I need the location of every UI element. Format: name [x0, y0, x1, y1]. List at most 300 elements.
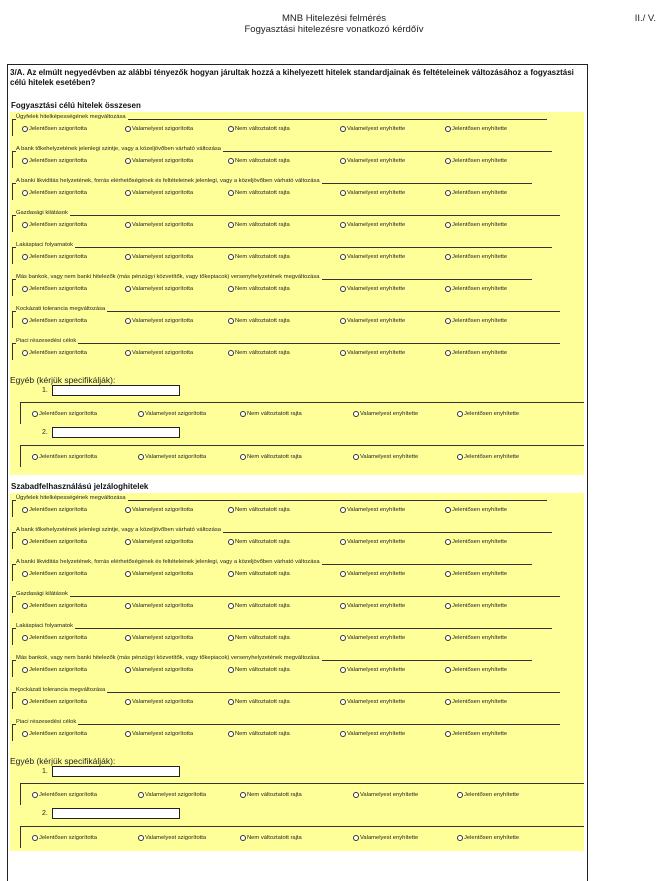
radio-option[interactable]: [445, 350, 507, 356]
factor-label: Más bankok, vagy nem banki hitelezők (más pénzügyi közvetítők, vagy tőkepiacok) versenyhelyzetének megváltozása: [16, 274, 320, 280]
radio-option[interactable]: [445, 539, 507, 545]
radio-button[interactable]: [125, 286, 131, 292]
group-border: [12, 692, 13, 709]
radio-button[interactable]: [32, 835, 38, 841]
radio-option[interactable]: [228, 731, 290, 737]
radio-button[interactable]: [125, 254, 131, 260]
radio-label: Jelentősen szigorította: [29, 126, 88, 132]
radio-option[interactable]: [22, 318, 87, 324]
radio-option[interactable]: [228, 571, 290, 577]
radio-button[interactable]: [138, 411, 144, 417]
group-border: [12, 724, 560, 725]
radio-option[interactable]: [228, 158, 290, 164]
radio-button[interactable]: [445, 222, 451, 228]
radio-option[interactable]: [445, 286, 507, 292]
radio-option[interactable]: [125, 571, 193, 577]
factor-group: [12, 211, 582, 232]
radio-option[interactable]: [22, 158, 87, 164]
radio-button[interactable]: [22, 603, 28, 609]
radio-option[interactable]: [445, 507, 507, 513]
radio-option[interactable]: [445, 635, 507, 641]
radio-option[interactable]: [22, 126, 87, 132]
radio-button[interactable]: [340, 635, 346, 641]
radio-button[interactable]: [228, 254, 234, 260]
factor-label: A banki likviditás helyzetének, forrás elérhetőségének és feltételeinek jelenlegi, vagy a közeljövőben várható változása: [16, 178, 320, 184]
radio-button[interactable]: [22, 507, 28, 513]
radio-option[interactable]: [340, 222, 405, 228]
radio-option[interactable]: [340, 350, 405, 356]
radio-button[interactable]: [340, 126, 346, 132]
radio-button[interactable]: [445, 635, 451, 641]
radio-option[interactable]: [240, 454, 302, 460]
radio-label: Valamelyest enyhítette: [347, 699, 406, 705]
radio-label: Valamelyest szigorította: [132, 699, 194, 705]
factor-group: [12, 307, 582, 328]
radio-button[interactable]: [340, 731, 346, 737]
radio-button[interactable]: [32, 454, 38, 460]
radio-option[interactable]: [22, 286, 87, 292]
radio-option[interactable]: [353, 411, 418, 417]
radio-button[interactable]: [340, 571, 346, 577]
radio-option[interactable]: [457, 792, 519, 798]
radio-option[interactable]: [138, 454, 206, 460]
radio-option[interactable]: [457, 411, 519, 417]
radio-button[interactable]: [125, 507, 131, 513]
radio-button[interactable]: [445, 158, 451, 164]
radio-label: Jelentősen enyhítette: [452, 222, 508, 228]
radio-button[interactable]: [138, 835, 144, 841]
factor-label: Más bankok, vagy nem banki hitelezők (más pénzügyi közvetítők, vagy tőkepiacok) versenyhelyzetének megváltozása: [16, 655, 320, 661]
group-border: [20, 826, 584, 827]
radio-button[interactable]: [22, 350, 28, 356]
radio-option[interactable]: [445, 222, 507, 228]
radio-option[interactable]: [22, 603, 87, 609]
radio-button[interactable]: [125, 318, 131, 324]
radio-option[interactable]: [445, 126, 507, 132]
radio-button[interactable]: [22, 539, 28, 545]
radio-button[interactable]: [22, 699, 28, 705]
radio-button[interactable]: [353, 411, 359, 417]
factor-group: [12, 528, 582, 549]
factor-group: [12, 624, 582, 645]
radio-label: Valamelyest szigorította: [132, 539, 194, 545]
radio-option[interactable]: [228, 539, 290, 545]
radio-button[interactable]: [138, 454, 144, 460]
radio-button[interactable]: [240, 411, 246, 417]
radio-label: Nem változtatott rajta: [235, 699, 290, 705]
radio-button[interactable]: [340, 190, 346, 196]
radio-button[interactable]: [445, 126, 451, 132]
factor-group: [12, 179, 582, 200]
radio-option[interactable]: [125, 318, 193, 324]
radio-button[interactable]: [22, 286, 28, 292]
radio-option[interactable]: [228, 699, 290, 705]
radio-option[interactable]: [125, 731, 193, 737]
radio-option[interactable]: [445, 158, 507, 164]
factor-label: Ügyfelek hitelképességének megváltozása: [16, 495, 126, 501]
radio-option[interactable]: [228, 635, 290, 641]
radio-button[interactable]: [22, 126, 28, 132]
radio-button[interactable]: [353, 454, 359, 460]
radio-button[interactable]: [228, 126, 234, 132]
radio-option[interactable]: [340, 699, 405, 705]
radio-label: Valamelyest enyhítette: [360, 411, 419, 417]
radio-option[interactable]: [22, 539, 87, 545]
group-border: [20, 445, 584, 446]
radio-label: Valamelyest szigorította: [132, 318, 194, 324]
radio-label: Valamelyest enyhítette: [347, 635, 406, 641]
radio-option[interactable]: [445, 603, 507, 609]
group-border: [12, 215, 13, 232]
radio-option[interactable]: [353, 454, 418, 460]
group-border: [12, 343, 13, 360]
radio-option[interactable]: [22, 507, 87, 513]
group-border: [12, 119, 13, 136]
factor-label: Gazdasági kilátások: [16, 210, 68, 216]
radio-option[interactable]: [228, 190, 290, 196]
radio-option[interactable]: [340, 190, 405, 196]
radio-option[interactable]: [138, 411, 206, 417]
radio-button[interactable]: [32, 411, 38, 417]
radio-option[interactable]: [340, 635, 405, 641]
radio-label: Jelentősen enyhítette: [452, 635, 508, 641]
radio-button[interactable]: [228, 190, 234, 196]
radio-button[interactable]: [228, 571, 234, 577]
radio-button[interactable]: [228, 318, 234, 324]
radio-button[interactable]: [22, 667, 28, 673]
radio-option[interactable]: [138, 835, 206, 841]
other-input-1[interactable]: [52, 385, 180, 396]
radio-button[interactable]: [22, 635, 28, 641]
group-border: [12, 183, 13, 200]
radio-label: Jelentősen enyhítette: [464, 454, 520, 460]
radio-button[interactable]: [457, 411, 463, 417]
radio-option[interactable]: [445, 731, 507, 737]
radio-button[interactable]: [228, 603, 234, 609]
radio-button[interactable]: [22, 222, 28, 228]
radio-button[interactable]: [445, 571, 451, 577]
radio-button[interactable]: [228, 286, 234, 292]
radio-option[interactable]: [445, 318, 507, 324]
page-number: II./ V.: [634, 13, 656, 24]
radio-label: Nem változtatott rajta: [247, 454, 302, 460]
other-number: 1.: [42, 768, 48, 775]
frame-left: [7, 64, 8, 881]
radio-button[interactable]: [228, 222, 234, 228]
radio-label: Valamelyest enyhítette: [347, 222, 406, 228]
group-border: [12, 151, 13, 168]
radio-button[interactable]: [228, 158, 234, 164]
radio-button[interactable]: [125, 571, 131, 577]
radio-button[interactable]: [445, 254, 451, 260]
radio-button[interactable]: [340, 350, 346, 356]
radio-label: Jelentősen szigorította: [29, 667, 88, 673]
radio-label: Jelentősen szigorította: [39, 411, 98, 417]
radio-option[interactable]: [32, 411, 97, 417]
radio-option[interactable]: [228, 126, 290, 132]
radio-button[interactable]: [340, 158, 346, 164]
radio-button[interactable]: [445, 603, 451, 609]
radio-button[interactable]: [125, 126, 131, 132]
radio-option[interactable]: [353, 792, 418, 798]
radio-button[interactable]: [340, 222, 346, 228]
other-input-1[interactable]: [52, 766, 180, 777]
radio-label: Jelentősen enyhítette: [452, 507, 508, 513]
radio-button[interactable]: [340, 286, 346, 292]
radio-option[interactable]: [340, 318, 405, 324]
radio-button[interactable]: [125, 667, 131, 673]
radio-button[interactable]: [340, 603, 346, 609]
radio-label: Jelentősen enyhítette: [452, 158, 508, 164]
factor-label: Kockázati tolerancia megváltozása: [16, 306, 106, 312]
radio-option[interactable]: [125, 222, 193, 228]
radio-option[interactable]: [125, 507, 193, 513]
radio-button[interactable]: [445, 699, 451, 705]
radio-option[interactable]: [125, 190, 193, 196]
group-border: [12, 247, 552, 248]
header-subtitle: Fogyasztási hitelezésre vonatkozó kérdőív: [244, 24, 424, 35]
radio-button[interactable]: [125, 350, 131, 356]
radio-option[interactable]: [240, 792, 302, 798]
radio-button[interactable]: [125, 731, 131, 737]
radio-option[interactable]: [228, 667, 290, 673]
radio-label: Valamelyest szigorította: [145, 792, 207, 798]
factor-label: Gazdasági kilátások: [16, 591, 68, 597]
radio-button[interactable]: [125, 222, 131, 228]
radio-label: Valamelyest enyhítette: [347, 350, 406, 356]
radio-option[interactable]: [22, 222, 87, 228]
radio-label: Jelentősen enyhítette: [464, 411, 520, 417]
radio-button[interactable]: [445, 507, 451, 513]
radio-label: Jelentősen szigorította: [29, 635, 88, 641]
radio-label: Valamelyest enyhítette: [360, 454, 419, 460]
radio-label: Valamelyest enyhítette: [347, 571, 406, 577]
radio-button[interactable]: [445, 667, 451, 673]
factor-label: Lakáspiaci folyamatok: [16, 242, 74, 248]
radio-option[interactable]: [138, 792, 206, 798]
radio-button[interactable]: [22, 190, 28, 196]
radio-option[interactable]: [22, 190, 87, 196]
radio-option[interactable]: [340, 286, 405, 292]
radio-button[interactable]: [228, 350, 234, 356]
radio-option[interactable]: [22, 731, 87, 737]
radio-option[interactable]: [228, 286, 290, 292]
radio-button[interactable]: [340, 318, 346, 324]
radio-label: Valamelyest szigorította: [132, 126, 194, 132]
radio-label: Valamelyest szigorította: [132, 222, 194, 228]
radio-label: Valamelyest enyhítette: [347, 731, 406, 737]
radio-option[interactable]: [32, 454, 97, 460]
radio-label: Valamelyest szigorította: [132, 731, 194, 737]
header-title: MNB Hitelezési felmérés: [282, 13, 386, 24]
other-number: 1.: [42, 387, 48, 394]
radio-option[interactable]: [340, 667, 405, 673]
radio-button[interactable]: [445, 318, 451, 324]
factor-label: A bank tőkehelyzetének jelenlegi szintje, vagy a közeljövőben várható változása: [16, 527, 221, 533]
radio-button[interactable]: [445, 350, 451, 356]
radio-button[interactable]: [125, 699, 131, 705]
radio-label: Jelentősen szigorította: [29, 699, 88, 705]
radio-label: Nem változtatott rajta: [235, 731, 290, 737]
other-label: Egyéb (kérjük specifikálják):: [10, 375, 116, 385]
radio-option[interactable]: [125, 158, 193, 164]
radio-option[interactable]: [340, 158, 405, 164]
group-border: [12, 343, 560, 344]
radio-option[interactable]: [32, 835, 97, 841]
radio-button[interactable]: [228, 667, 234, 673]
other-input-2[interactable]: [52, 427, 180, 438]
radio-button[interactable]: [353, 835, 359, 841]
radio-label: Jelentősen enyhítette: [452, 126, 508, 132]
radio-button[interactable]: [445, 539, 451, 545]
radio-button[interactable]: [22, 731, 28, 737]
radio-button[interactable]: [125, 635, 131, 641]
radio-label: Valamelyest enyhítette: [360, 792, 419, 798]
radio-label: Jelentősen enyhítette: [464, 835, 520, 841]
radio-label: Jelentősen szigorította: [29, 286, 88, 292]
radio-button[interactable]: [340, 699, 346, 705]
radio-label: Jelentősen enyhítette: [452, 318, 508, 324]
radio-label: Nem változtatott rajta: [235, 254, 290, 260]
radio-option[interactable]: [125, 539, 193, 545]
radio-button[interactable]: [22, 158, 28, 164]
radio-option[interactable]: [457, 835, 519, 841]
radio-option[interactable]: [228, 318, 290, 324]
radio-button[interactable]: [240, 454, 246, 460]
radio-option[interactable]: [22, 571, 87, 577]
radio-label: Valamelyest enyhítette: [347, 603, 406, 609]
radio-label: Jelentősen szigorította: [29, 539, 88, 545]
radio-option[interactable]: [240, 835, 302, 841]
radio-option[interactable]: [340, 126, 405, 132]
radio-label: Jelentősen enyhítette: [464, 792, 520, 798]
radio-option[interactable]: [125, 254, 193, 260]
radio-button[interactable]: [340, 254, 346, 260]
radio-label: Nem változtatott rajta: [247, 411, 302, 417]
radio-option[interactable]: [228, 222, 290, 228]
radio-button[interactable]: [125, 603, 131, 609]
radio-option[interactable]: [125, 350, 193, 356]
radio-button[interactable]: [125, 539, 131, 545]
radio-option[interactable]: [125, 603, 193, 609]
radio-button[interactable]: [240, 835, 246, 841]
radio-button[interactable]: [340, 507, 346, 513]
radio-button[interactable]: [353, 792, 359, 798]
radio-button[interactable]: [457, 454, 463, 460]
radio-button[interactable]: [22, 571, 28, 577]
radio-label: Nem változtatott rajta: [235, 635, 290, 641]
radio-label: Jelentősen enyhítette: [452, 286, 508, 292]
radio-option[interactable]: [340, 507, 405, 513]
group-border: [12, 215, 560, 216]
radio-button[interactable]: [228, 507, 234, 513]
radio-option[interactable]: [22, 635, 87, 641]
radio-option[interactable]: [340, 571, 405, 577]
radio-button[interactable]: [228, 635, 234, 641]
group-border: [20, 826, 21, 848]
radio-option[interactable]: [22, 254, 87, 260]
radio-option[interactable]: [457, 454, 519, 460]
radio-option[interactable]: [353, 835, 418, 841]
factor-group: [12, 560, 582, 581]
radio-button[interactable]: [457, 792, 463, 798]
radio-button[interactable]: [457, 835, 463, 841]
radio-button[interactable]: [228, 731, 234, 737]
radio-label: Nem változtatott rajta: [235, 222, 290, 228]
radio-button[interactable]: [445, 190, 451, 196]
radio-option[interactable]: [125, 667, 193, 673]
radio-label: Nem változtatott rajta: [235, 667, 290, 673]
radio-label: Jelentősen szigorította: [39, 792, 98, 798]
radio-option[interactable]: [125, 126, 193, 132]
radio-label: Jelentősen szigorította: [29, 318, 88, 324]
group-border: [12, 564, 13, 581]
radio-label: Valamelyest szigorította: [132, 667, 194, 673]
radio-button[interactable]: [228, 699, 234, 705]
radio-label: Nem változtatott rajta: [247, 835, 302, 841]
factor-group: [12, 243, 582, 264]
radio-label: Valamelyest szigorította: [132, 254, 194, 260]
radio-option[interactable]: [228, 254, 290, 260]
radio-option[interactable]: [240, 411, 302, 417]
radio-option[interactable]: [228, 603, 290, 609]
radio-option[interactable]: [125, 699, 193, 705]
radio-button[interactable]: [32, 792, 38, 798]
factor-group: [12, 339, 582, 360]
radio-option[interactable]: [340, 731, 405, 737]
radio-option[interactable]: [445, 254, 507, 260]
radio-option[interactable]: [22, 350, 87, 356]
group-border: [12, 532, 13, 549]
radio-option[interactable]: [22, 667, 87, 673]
radio-button[interactable]: [125, 190, 131, 196]
other-number: 2.: [42, 429, 48, 436]
radio-option[interactable]: [340, 603, 405, 609]
radio-option[interactable]: [125, 286, 193, 292]
radio-option[interactable]: [445, 190, 507, 196]
radio-option[interactable]: [228, 350, 290, 356]
factor-group: [12, 720, 582, 741]
radio-button[interactable]: [340, 539, 346, 545]
radio-button[interactable]: [22, 254, 28, 260]
radio-label: Valamelyest enyhítette: [347, 507, 406, 513]
radio-option[interactable]: [445, 667, 507, 673]
radio-button[interactable]: [22, 318, 28, 324]
radio-button[interactable]: [125, 158, 131, 164]
radio-button[interactable]: [445, 731, 451, 737]
radio-option[interactable]: [32, 792, 97, 798]
group-border: [12, 724, 13, 741]
section-consumer-loans: [10, 100, 584, 475]
radio-option[interactable]: [22, 699, 87, 705]
radio-button[interactable]: [240, 792, 246, 798]
radio-label: Jelentősen szigorította: [29, 603, 88, 609]
radio-button[interactable]: [228, 539, 234, 545]
radio-label: Jelentősen enyhítette: [452, 731, 508, 737]
radio-option[interactable]: [125, 635, 193, 641]
radio-option[interactable]: [340, 539, 405, 545]
other-input-2[interactable]: [52, 808, 180, 819]
radio-button[interactable]: [138, 792, 144, 798]
radio-option[interactable]: [340, 254, 405, 260]
radio-label: Valamelyest enyhítette: [360, 835, 419, 841]
radio-option[interactable]: [445, 571, 507, 577]
radio-button[interactable]: [340, 667, 346, 673]
radio-label: Jelentősen szigorította: [29, 571, 88, 577]
radio-option[interactable]: [228, 507, 290, 513]
radio-button[interactable]: [445, 286, 451, 292]
radio-option[interactable]: [445, 699, 507, 705]
